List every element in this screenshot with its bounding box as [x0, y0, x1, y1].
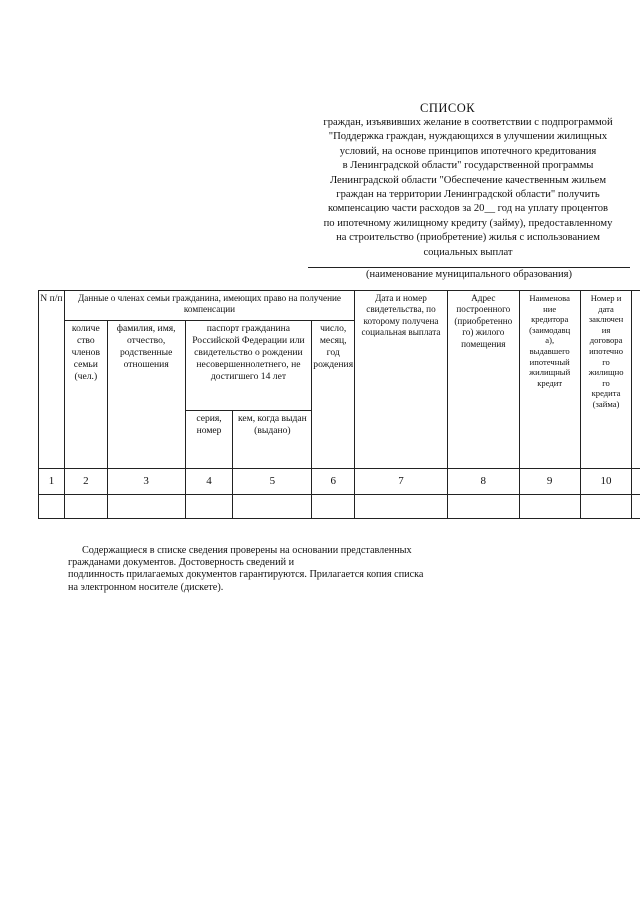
creditor-line: кредитора — [531, 314, 569, 325]
table-cell — [107, 495, 185, 519]
count-line: количе — [71, 323, 100, 334]
col-header-address — [447, 291, 519, 469]
contract-line: ия — [601, 324, 611, 335]
contract-line: го — [602, 377, 610, 388]
col-header-number: N п/п — [39, 291, 65, 469]
creditor-line: Наименова — [529, 293, 570, 303]
heading-line: Ленинградской области "Обеспечение качественным жильем — [329, 174, 607, 186]
municipality-label: (наименование муниципального образования) — [365, 269, 573, 280]
heading-line: граждан на территории Ленинградской области" получить — [336, 189, 600, 201]
document-heading — [296, 116, 640, 260]
heading-line: "Поддержка граждан, нуждающихся в улучшении жилищных — [328, 131, 608, 143]
heading-line: в Ленинградской области" государственной программы — [342, 160, 594, 172]
col-header-certificate: Дата и номер свидетельства, по которому получена социальная выплата — [355, 291, 448, 469]
creditor-line: (заимодавц — [529, 324, 571, 335]
address-line: (приобретенно — [454, 315, 513, 326]
column-number: 10 — [580, 469, 632, 495]
col-header-series-number: серия, номер — [185, 411, 233, 469]
heading-line: граждан, изъявивших желание в соответствии с подпрограммой — [323, 117, 613, 128]
count-line: семьи — [73, 359, 98, 370]
contract-line: го — [602, 356, 610, 367]
table-cell — [580, 495, 632, 519]
column-number: 5 — [233, 469, 312, 495]
heading-line: социальных выплат — [423, 246, 513, 258]
col-header-cut-off — [632, 291, 640, 469]
contract-line: заключен — [588, 314, 624, 325]
heading-line: условий, на основе принципов ипотечного кредитования — [339, 145, 597, 157]
contract-line: жилищно — [588, 367, 624, 378]
note-line: на электронном носителе (дискете). — [68, 581, 224, 593]
heading-line: на строительство (приобретение) жилья с использованием — [336, 232, 600, 244]
document-title: СПИСОК — [420, 101, 476, 115]
col-header-family-count — [64, 321, 107, 469]
count-line: членов — [71, 347, 100, 358]
column-number: 7 — [355, 469, 448, 495]
address-line: го) жилого — [462, 327, 505, 338]
address-line: построенного — [456, 304, 511, 315]
count-line: ство — [76, 335, 95, 346]
table-cell — [312, 495, 355, 519]
contract-line: договора — [589, 335, 623, 346]
heading-line: по ипотечному жилищному кредиту (займу), предоставленному — [323, 217, 613, 229]
column-number: 4 — [185, 469, 233, 495]
table-cell — [632, 495, 640, 519]
contract-line: Номер и — [590, 293, 622, 303]
address-line: Адрес — [471, 293, 496, 303]
table-cell — [519, 495, 580, 519]
contract-line: кредита — [591, 388, 621, 399]
creditor-line: ние — [543, 303, 557, 314]
col-header-issued-by: кем, когда выдан (выдано) — [233, 411, 312, 469]
column-number: 3 — [107, 469, 185, 495]
note-line: Содержащиеся в списке сведения проверены на основании представленных — [82, 545, 412, 556]
note-line: подлинность прилагаемых документов гарантируются. Прилагается копия списка — [68, 569, 424, 581]
table-cell — [185, 495, 233, 519]
column-number: 2 — [64, 469, 107, 495]
contract-line: (займа) — [592, 398, 620, 409]
note-line: гражданами документов. Достоверность сведений и — [68, 557, 295, 569]
contract-line: ипотечно — [589, 345, 624, 356]
creditor-line: а), — [545, 335, 555, 346]
creditor-line: ипотечный — [529, 356, 570, 367]
column-number: 6 — [312, 469, 355, 495]
address-line: помещения — [461, 338, 506, 349]
col-header-contract — [580, 291, 632, 469]
table-cell — [39, 495, 65, 519]
table-cell — [355, 495, 448, 519]
col-group-family-data: Данные о членах семьи гражданина, имеющих право на получение компенсации — [64, 291, 354, 321]
heading-line: компенсацию части расходов за 20__ год на уплату процентов — [327, 203, 609, 215]
col-header-passport: паспорт гражданина Российской Федерации или свидетельство о рождении несовершеннолетнего, не достигшего 14 лет — [185, 321, 312, 411]
creditor-line: кредит — [537, 377, 563, 388]
table-cell — [447, 495, 519, 519]
column-number: 1 — [39, 469, 65, 495]
contract-line: дата — [598, 303, 614, 314]
col-header-creditor — [519, 291, 580, 469]
table-cell — [233, 495, 312, 519]
registry-table — [38, 290, 640, 519]
count-line: (чел.) — [74, 371, 98, 382]
table-cell — [64, 495, 107, 519]
creditor-line: выдавшего — [529, 345, 570, 356]
column-number: 8 — [447, 469, 519, 495]
municipality-underline — [308, 267, 630, 268]
col-header-birth-date: число, месяц, год рождения — [312, 321, 355, 469]
column-number: 9 — [519, 469, 580, 495]
verification-note — [68, 545, 448, 594]
creditor-line: жилищный — [529, 367, 571, 378]
col-header-full-name: фамилия, имя, отчество, родственные отношения — [107, 321, 185, 469]
table-cell — [632, 469, 640, 495]
